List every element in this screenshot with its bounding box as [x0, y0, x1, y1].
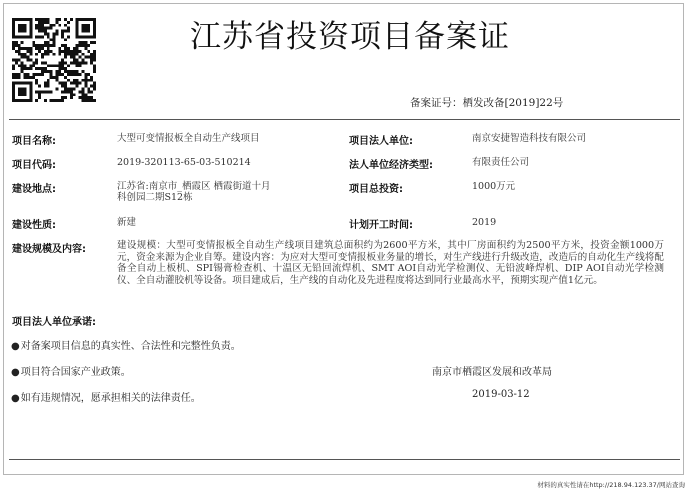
top-divider — [9, 119, 680, 120]
issue-date: 2019-03-12 — [472, 389, 530, 400]
scope-label: 建设规模及内容: — [12, 244, 86, 255]
promise-label: 项目法人单位承诺: — [12, 317, 96, 328]
promise-item — [11, 337, 241, 352]
promise-text: 如有违规情况，愿承担相关的法律责任。 — [20, 393, 201, 404]
promise-item — [11, 363, 131, 378]
promise-text: 对备案项目信息的真实性、合法性和完整性负责。 — [20, 341, 241, 352]
project-name-value: 大型可变情报板全自动生产线项目 — [117, 133, 260, 144]
document-title: 江苏省投资项目备案证 — [190, 19, 510, 55]
investment-value: 1000万元 — [472, 181, 516, 192]
econ-type-value: 有限责任公司 — [472, 157, 530, 168]
start-time-label: 计划开工时间: — [349, 220, 413, 231]
econ-type-label: 法人单位经济类型: — [349, 160, 433, 171]
document-frame — [3, 3, 684, 475]
certificate-number: 备案证号：栖发改备[2019]22号 — [410, 97, 564, 109]
legal-unit-label: 项目法人单位: — [349, 136, 413, 147]
verification-footer: 材料的真实性请在http://218.94.123.37/网站查询 — [537, 481, 685, 489]
bullet-icon: ● — [11, 341, 20, 352]
location-value-line2: 科创园二期S12栋 — [117, 192, 193, 203]
qr-code-graphic — [12, 18, 96, 102]
location-value-line1: 江苏省:南京市_栖霞区 栖霞街道十月 — [117, 181, 271, 192]
qr-code — [12, 18, 96, 102]
bullet-icon: ● — [11, 367, 20, 378]
promise-text: 项目符合国家产业政策。 — [20, 367, 131, 378]
nature-label: 建设性质: — [12, 220, 56, 231]
promise-item — [11, 389, 201, 404]
scope-content: 建设规模：大型可变情报板全自动生产线项目建筑总面积约为2600平方米，其中厂房面积约为2500平方米，投资金额1000万元，资金来源为企业自筹。建设内容：为应对大型可变情报板业务量的增长，对生产线进行升级改造，改造后的自动化生产线将配备全自动上板机、SPI锡膏检查机、十温区无铅回流焊机、SMT AOI自动光学检测仪、无铅波峰焊机、DIP AOI自动光学检测仪、全自动灌胶机等设备。项目建成后，生产线的自动化及先进程度将达到同行业最高水平，预期实现产值1亿元。 — [117, 240, 664, 286]
location-label: 建设地点: — [12, 184, 56, 195]
investment-label: 项目总投资: — [349, 184, 403, 195]
issuing-authority: 南京市栖霞区发展和改革局 — [432, 367, 552, 378]
project-code-label: 项目代码: — [12, 160, 56, 171]
bottom-divider — [9, 459, 680, 460]
start-time-value: 2019 — [472, 217, 497, 228]
nature-value: 新建 — [117, 217, 137, 228]
legal-unit-value: 南京安捷智造科技有限公司 — [472, 133, 587, 144]
project-name-label: 项目名称: — [12, 136, 56, 147]
bullet-icon: ● — [11, 393, 20, 404]
project-code-value: 2019-320113-65-03-510214 — [117, 157, 251, 168]
